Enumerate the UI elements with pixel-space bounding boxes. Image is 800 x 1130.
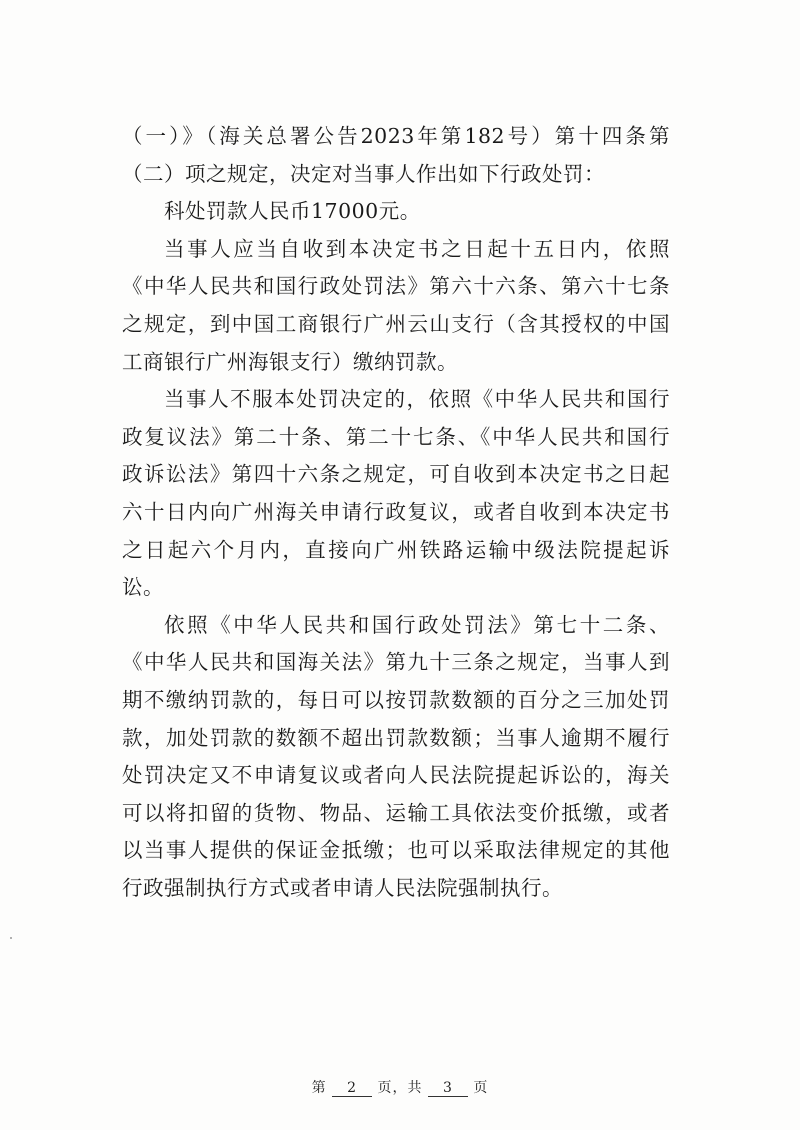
text-line-3: 科处罚款人民币17000元。 <box>164 199 421 224</box>
text-line-4: 当事人应当自收到本决定书之日起十五日内，依照 <box>164 236 670 261</box>
text-line-1: （一）》（海关总署公告2023年第182号）第十四条第 <box>122 124 670 148</box>
page-number-footer <box>0 1077 800 1097</box>
current-page-number: 2 <box>332 1080 372 1097</box>
text-line-7: 工商银行广州海银支行）缴纳罚款。 <box>122 349 458 374</box>
text-line-9: 政复议法》第二十条、第二十七条、《中华人民共和国行 <box>122 424 670 449</box>
footer-middle: 页，共 <box>377 1080 423 1096</box>
text-line-2: （二）项之规定，决定对当事人作出如下行政处罚： <box>122 161 605 186</box>
text-line-19: 可以将扣留的货物、物品、运输工具依法变价抵缴，或者 <box>122 800 670 825</box>
text-line-17: 款，加处罚款的数额不超出罚款数额；当事人逾期不履行 <box>122 725 670 750</box>
text-line-16: 期不缴纳罚款的，每日可以按罚款数额的百分之三加处罚 <box>122 687 670 712</box>
footer-prefix: 第 <box>311 1080 327 1096</box>
text-line-10: 政诉讼法》第四十六条之规定，可自收到本决定书之日起 <box>122 462 670 487</box>
text-line-6: 之规定，到中国工商银行广州云山支行（含其授权的中国 <box>122 311 670 336</box>
text-line-12: 之日起六个月内，直接向广州铁路运输中级法院提起诉 <box>122 537 670 562</box>
text-line-20: 以当事人提供的保证金抵缴；也可以采取法律规定的其他 <box>122 838 670 863</box>
text-line-13: 讼。 <box>122 575 164 600</box>
document-body <box>122 118 670 907</box>
text-line-11: 六十日内向广州海关申请行政复议，或者自收到本决定书 <box>122 499 670 524</box>
text-line-5: 《中华人民共和国行政处罚法》第六十六条、第六十七条 <box>122 274 670 299</box>
text-line-21: 行政强制执行方式或者申请人民法院强制执行。 <box>122 875 563 900</box>
text-line-15: 《中华人民共和国海关法》第九十三条之规定，当事人到 <box>122 650 670 675</box>
footer-suffix: 页 <box>473 1080 489 1096</box>
scan-speck <box>10 937 12 939</box>
total-page-number: 3 <box>428 1080 468 1097</box>
text-line-18: 处罚决定又不申请复议或者向人民法院提起诉讼的，海关 <box>122 763 670 788</box>
text-line-8: 当事人不服本处罚决定的，依照《中华人民共和国行 <box>164 387 670 412</box>
text-line-14: 依照《中华人民共和国行政处罚法》第七十二条、 <box>164 612 670 637</box>
